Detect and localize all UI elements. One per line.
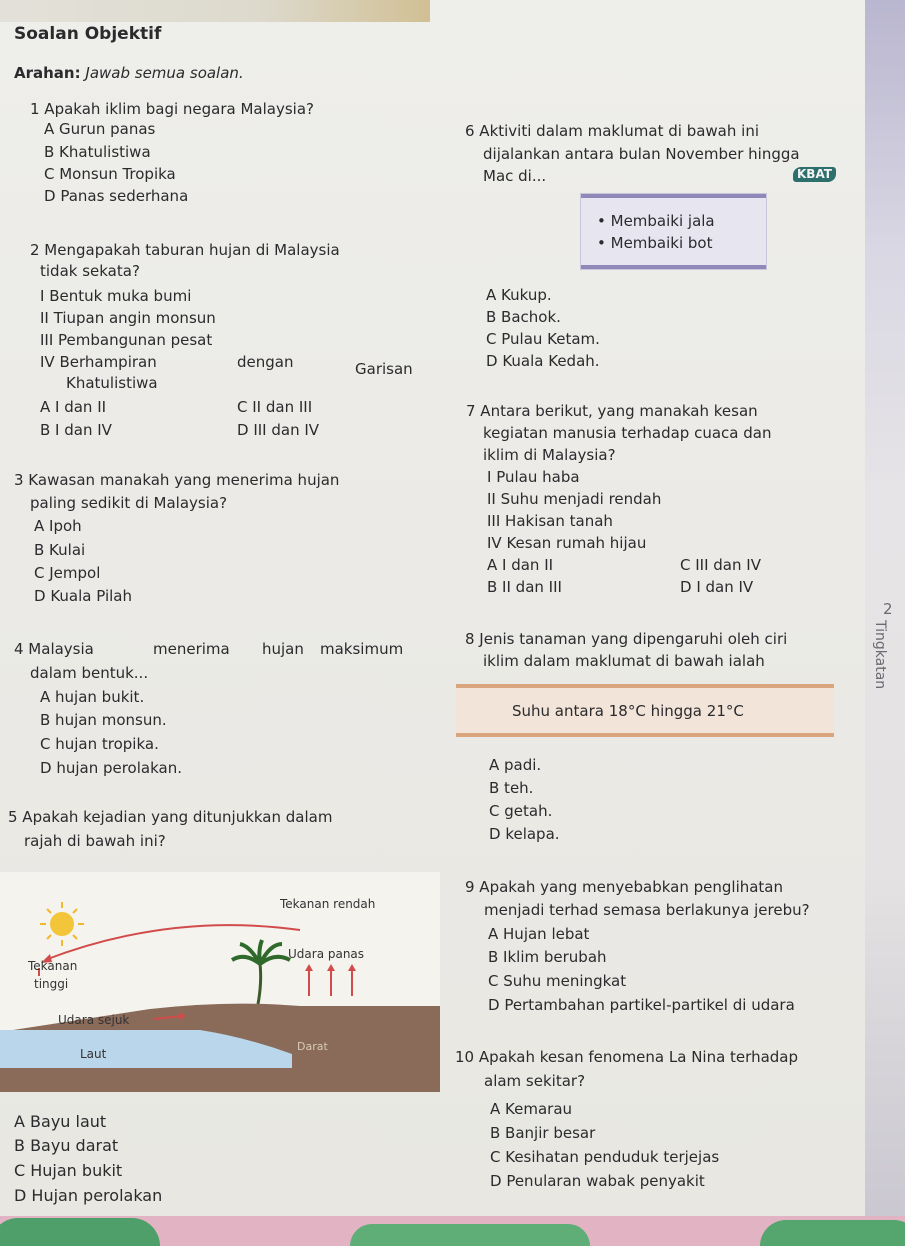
q8-option-c[interactable]: C getah. bbox=[489, 802, 553, 820]
q3-stem-line1: 3 Kawasan manakah yang menerima hujan bbox=[14, 471, 340, 489]
q3-option-c[interactable]: C Jempol bbox=[34, 564, 101, 582]
q5-stem-line2: rajah di bawah ini? bbox=[24, 832, 166, 850]
q7-statement-2: II Suhu menjadi rendah bbox=[487, 490, 662, 508]
q7-option-d[interactable]: D I dan IV bbox=[680, 578, 754, 596]
q7-stem-line1: 7 Antara berikut, yang manakah kesan bbox=[466, 402, 758, 420]
side-page-number: 2 bbox=[883, 600, 893, 618]
q8-stem-line1: 8 Jenis tanaman yang dipengaruhi oleh ciri bbox=[465, 630, 788, 648]
label-high-pressure-2: tinggi bbox=[34, 977, 69, 991]
q6-box-item-1: • Membaiki jala bbox=[597, 212, 715, 230]
kbat-badge: KBAT bbox=[793, 167, 836, 182]
q7-statement-3: III Hakisan tanah bbox=[487, 512, 613, 530]
q4-stem-1d: maksimum bbox=[320, 640, 404, 658]
leaf-shape bbox=[350, 1224, 590, 1246]
q7-statement-4: IV Kesan rumah hijau bbox=[487, 534, 647, 552]
q8-box-temp-low: 18°C bbox=[608, 702, 646, 720]
q9-option-b[interactable]: B Iklim berubah bbox=[488, 948, 607, 966]
label-land: Darat bbox=[297, 1040, 328, 1053]
q4-option-b[interactable]: B hujan monsun. bbox=[40, 711, 167, 729]
q4-stem-1b: menerima bbox=[153, 640, 230, 658]
q6-stem-line3: Mac di... bbox=[483, 167, 547, 185]
q8-option-a[interactable]: A padi. bbox=[489, 756, 542, 774]
q7-statement-1: I Pulau haba bbox=[487, 468, 580, 486]
sea-breeze-diagram bbox=[0, 872, 440, 1092]
q9-option-c[interactable]: C Suhu meningkat bbox=[488, 972, 627, 990]
q8-box-text bbox=[512, 702, 744, 720]
q2-statement-2: II Tiupan angin monsun bbox=[40, 309, 216, 327]
q2-stem-line1: 2 Mengapakah taburan hujan di Malaysia bbox=[30, 241, 340, 259]
q3-stem-line2: paling sedikit di Malaysia? bbox=[30, 494, 228, 512]
q6-info-box bbox=[580, 193, 767, 270]
instruction bbox=[14, 64, 244, 82]
leaf-shape bbox=[0, 1218, 160, 1246]
q10-stem-line2: alam sekitar? bbox=[484, 1072, 586, 1090]
q2-statement-4c: Garisan bbox=[355, 360, 413, 378]
q4-option-c[interactable]: C hujan tropika. bbox=[40, 735, 159, 753]
q6-box-item-2: • Membaiki bot bbox=[597, 234, 713, 252]
q9-stem-line1: 9 Apakah yang menyebabkan penglihatan bbox=[465, 878, 784, 896]
q9-stem-line2: menjadi terhad semasa berlakunya jerebu? bbox=[484, 901, 810, 919]
bottom-decoration bbox=[0, 1216, 905, 1246]
q8-option-b[interactable]: B teh. bbox=[489, 779, 534, 797]
q3-option-d[interactable]: D Kuala Pilah bbox=[34, 587, 132, 605]
q6-box-item-1-text: Membaiki jala bbox=[610, 212, 715, 230]
q6-stem-line2: dijalankan antara bulan November hingga bbox=[483, 145, 800, 163]
q8-option-d[interactable]: D kelapa. bbox=[489, 825, 560, 843]
q1-option-c[interactable]: C Monsun Tropika bbox=[44, 165, 176, 183]
q7-option-b[interactable]: B II dan III bbox=[487, 578, 562, 596]
q4-option-d[interactable]: D hujan perolakan. bbox=[40, 759, 182, 777]
q1-option-b[interactable]: B Khatulistiwa bbox=[44, 143, 151, 161]
q3-option-a[interactable]: A Ipoh bbox=[34, 517, 82, 535]
q8-stem-line2: iklim dalam maklumat di bawah ialah bbox=[483, 652, 765, 670]
q6-option-d[interactable]: D Kuala Kedah. bbox=[486, 352, 600, 370]
q5-option-a[interactable]: A Bayu laut bbox=[14, 1112, 107, 1131]
q9-option-d[interactable]: D Pertambahan partikel-partikel di udara bbox=[488, 996, 795, 1014]
q2-statement-1: I Bentuk muka bumi bbox=[40, 287, 192, 305]
q10-option-a[interactable]: A Kemarau bbox=[490, 1100, 573, 1118]
q8-box-temp-high: 21°C bbox=[706, 702, 744, 720]
top-decoration bbox=[0, 0, 430, 22]
label-sea: Laut bbox=[80, 1047, 107, 1061]
q6-option-c[interactable]: C Pulau Ketam. bbox=[486, 330, 600, 348]
q2-option-b[interactable]: B I dan IV bbox=[40, 421, 112, 439]
q7-stem-line3: iklim di Malaysia? bbox=[483, 446, 616, 464]
q5-option-c[interactable]: C Hujan bukit bbox=[14, 1161, 123, 1180]
label-warm-air: Udara panas bbox=[288, 947, 365, 961]
instruction-text: Jawab semua soalan. bbox=[85, 64, 244, 82]
leaf-shape bbox=[760, 1220, 905, 1246]
q7-stem-line2: kegiatan manusia terhadap cuaca dan bbox=[483, 424, 772, 442]
q2-statement-4b: dengan bbox=[237, 353, 294, 371]
q4-stem-1a: 4 Malaysia bbox=[14, 640, 94, 658]
q7-option-a[interactable]: A I dan II bbox=[487, 556, 554, 574]
q4-option-a[interactable]: A hujan bukit. bbox=[40, 688, 145, 706]
q1-option-a[interactable]: A Gurun panas bbox=[44, 120, 156, 138]
q8-info-box bbox=[456, 684, 834, 737]
q10-option-c[interactable]: C Kesihatan penduduk terjejas bbox=[490, 1148, 720, 1166]
q10-option-d[interactable]: D Penularan wabak penyakit bbox=[490, 1172, 705, 1190]
q4-stem-1c: hujan bbox=[262, 640, 304, 658]
q2-statement-3: III Pembangunan pesat bbox=[40, 331, 213, 349]
label-high-pressure-1: Tekanan bbox=[28, 959, 78, 973]
q2-statement-4d: Khatulistiwa bbox=[66, 374, 158, 392]
q2-option-c[interactable]: C II dan III bbox=[237, 398, 313, 416]
side-tab-label: Tingkatan bbox=[872, 620, 888, 690]
q5-stem-line1: 5 Apakah kejadian yang ditunjukkan dalam bbox=[8, 808, 333, 826]
diagram-illustration bbox=[0, 872, 440, 1092]
label-cool-air: Udara sejuk bbox=[58, 1013, 130, 1027]
q1-stem: 1 Apakah iklim bagi negara Malaysia? bbox=[30, 100, 314, 118]
label-low-pressure: Tekanan rendah bbox=[280, 897, 376, 911]
instruction-label: Arahan: bbox=[14, 64, 81, 82]
q6-option-b[interactable]: B Bachok. bbox=[486, 308, 561, 326]
q6-option-a[interactable]: A Kukup. bbox=[486, 286, 552, 304]
q2-stem-line2: tidak sekata? bbox=[40, 262, 140, 280]
q8-box-mid: hingga bbox=[650, 702, 702, 720]
q5-option-b[interactable]: B Bayu darat bbox=[14, 1136, 119, 1155]
q3-option-b[interactable]: B Kulai bbox=[34, 541, 86, 559]
q4-stem-line2: dalam bentuk... bbox=[30, 664, 149, 682]
q8-box-pre: Suhu antara bbox=[512, 702, 604, 720]
q2-option-d[interactable]: D III dan IV bbox=[237, 421, 320, 439]
q6-stem-line1: 6 Aktiviti dalam maklumat di bawah ini bbox=[465, 122, 759, 140]
q10-stem-line1: 10 Apakah kesan fenomena La Nina terhadap bbox=[455, 1048, 799, 1066]
q1-option-d[interactable]: D Panas sederhana bbox=[44, 187, 189, 205]
q6-box-item-2-text: Membaiki bot bbox=[610, 234, 713, 252]
q9-option-a[interactable]: A Hujan lebat bbox=[488, 925, 590, 943]
q7-option-c[interactable]: C III dan IV bbox=[680, 556, 761, 574]
q2-statement-4a: IV Berhampiran bbox=[40, 353, 157, 371]
q2-option-a[interactable]: A I dan II bbox=[40, 398, 107, 416]
q10-option-b[interactable]: B Banjir besar bbox=[490, 1124, 596, 1142]
page-title: Soalan Objektif bbox=[14, 24, 162, 44]
q5-option-d[interactable]: D Hujan perolakan bbox=[14, 1186, 163, 1205]
ground-base bbox=[0, 1068, 440, 1092]
